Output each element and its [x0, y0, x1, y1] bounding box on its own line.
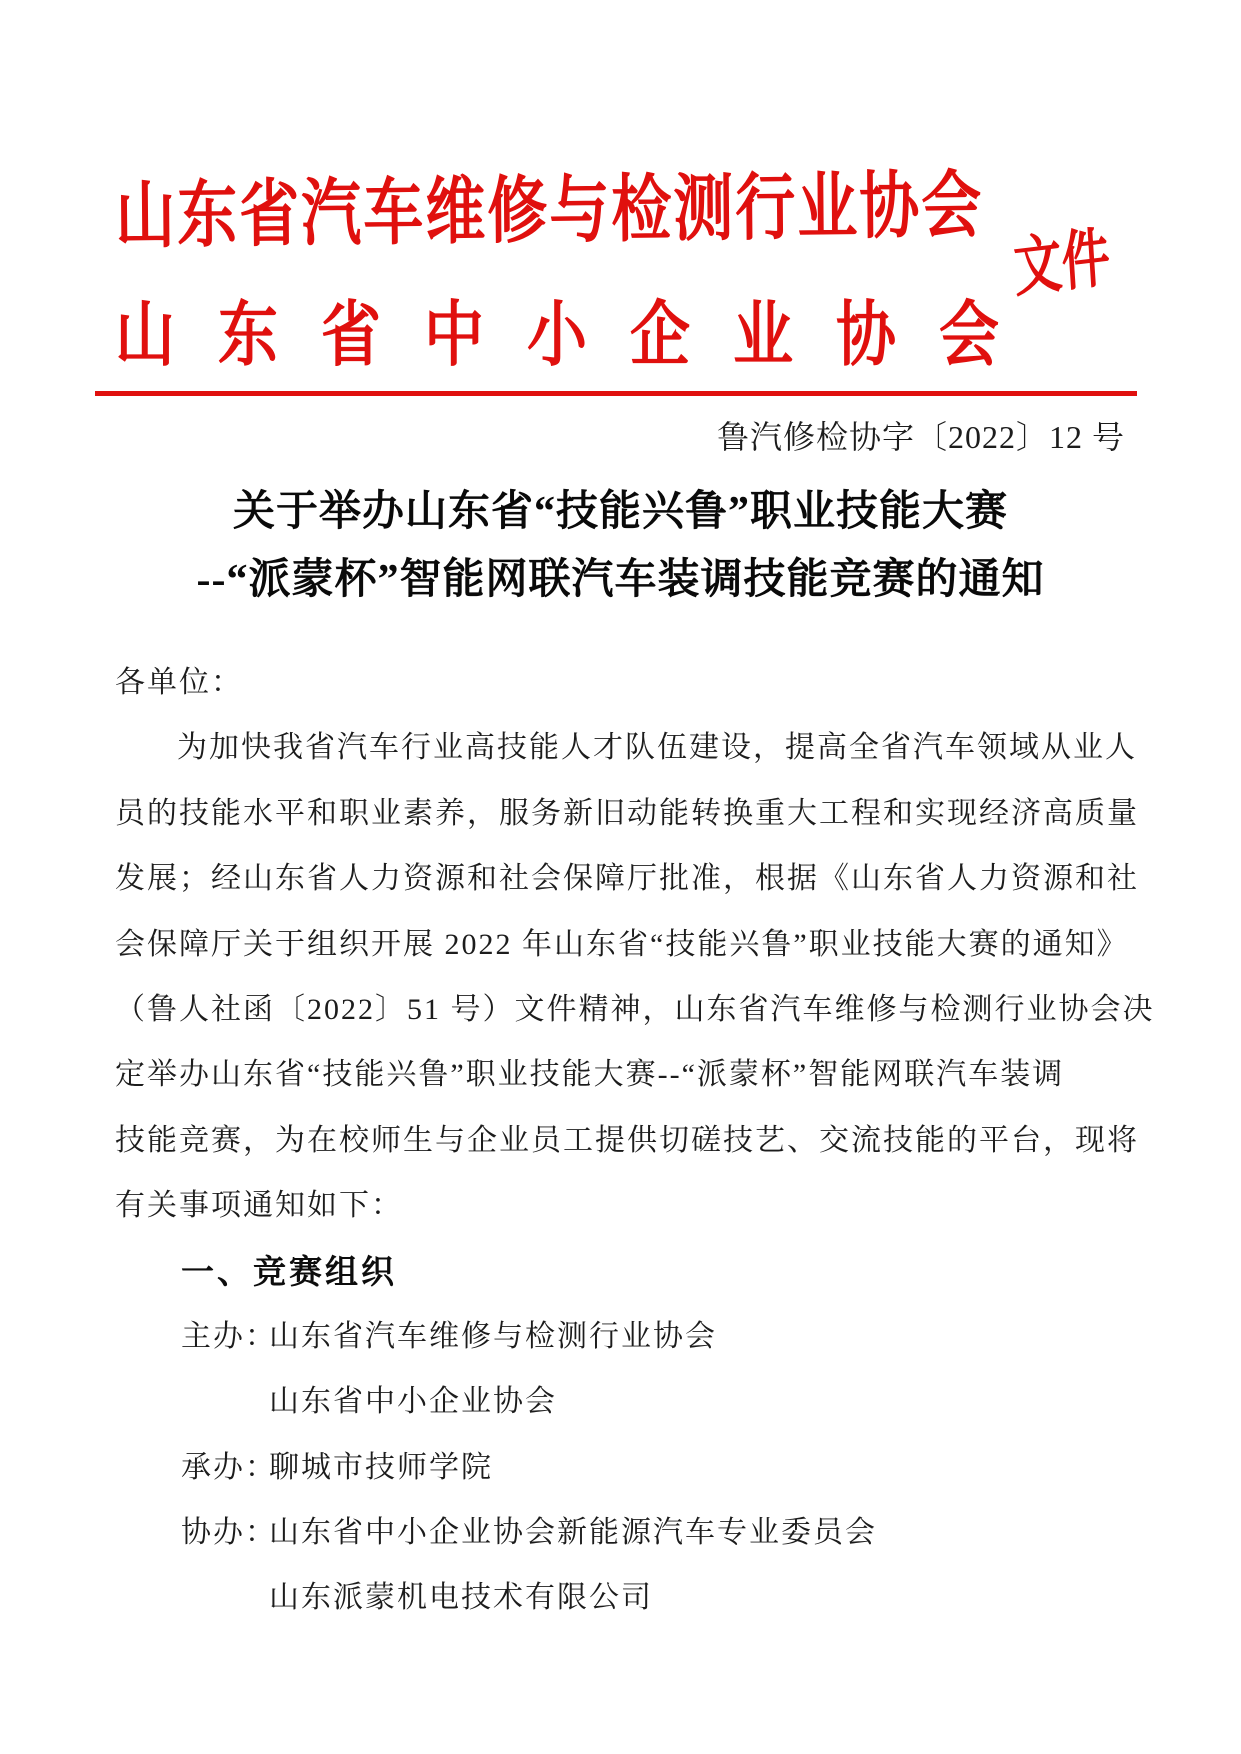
org-name-line2: 山东省中小企业协会 [115, 296, 1042, 375]
organizer-row [115, 1565, 1127, 1630]
list-item-value: 聊城市技师学院 [269, 1450, 493, 1484]
paragraph-line: 发展；经山东省人力资源和社会保障厅批准，根据《山东省人力资源和社 [115, 862, 1139, 896]
doc-number: 鲁汽修检协字〔2022〕12 号 [716, 419, 1125, 455]
paragraph-line: 定举办山东省“技能兴鲁”职业技能大赛--“派蒙杯”智能网联汽车装调 [115, 1058, 1065, 1092]
paragraph-line: （鲁人社函〔2022〕51 号）文件精神，山东省汽车维修与检测行业协会决 [115, 992, 1155, 1026]
organizer-row [115, 1500, 1127, 1565]
list-item-value: 山东省汽车维修与检测行业协会 [269, 1319, 717, 1353]
paragraph-line: 技能竞赛，为在校师生与企业员工提供切磋技艺、交流技能的平台，现将 [115, 1123, 1139, 1157]
salutation: 各单位： [115, 666, 243, 699]
paragraph-line: 为加快我省汽车行业高技能人才队伍建设，提高全省汽车领域从业人 [177, 731, 1137, 765]
document-title-line2: --“派蒙杯”智能网联汽车装调技能竞赛的通知 [196, 557, 1045, 603]
organizer-row [115, 1435, 1127, 1500]
paragraph-line: 会保障厅关于组织开展 2022 年山东省“技能兴鲁”职业技能大赛的通知》 [115, 927, 1129, 961]
list-item-value: 山东派蒙机电技术有限公司 [269, 1581, 653, 1615]
paragraph-line: 有关事项通知如下： [115, 1189, 403, 1223]
doc-type-label: 文件 [1011, 222, 1113, 306]
section-heading: 一、竞赛组织 [181, 1252, 397, 1290]
list-item-label: 协办： [181, 1516, 277, 1550]
list-item-label: 承办： [181, 1450, 277, 1484]
organizer-row [115, 1369, 1127, 1434]
list-item-value: 山东省中小企业协会 [269, 1385, 557, 1419]
document-body [115, 650, 1155, 1631]
organizer-row [115, 1304, 1127, 1369]
paragraph-line: 员的技能水平和职业素养，服务新旧动能转换重大工程和实现经济高质量 [115, 796, 1139, 830]
list-item-value: 山东省中小企业协会新能源汽车专业委员会 [269, 1516, 877, 1550]
org-name-line1: 山东省汽车维修与检测行业协会 [114, 165, 984, 257]
red-divider-line [95, 391, 1137, 396]
list-item-label: 主办： [181, 1319, 277, 1353]
document-title-line1: 关于举办山东省“技能兴鲁”职业技能大赛 [232, 489, 1008, 535]
